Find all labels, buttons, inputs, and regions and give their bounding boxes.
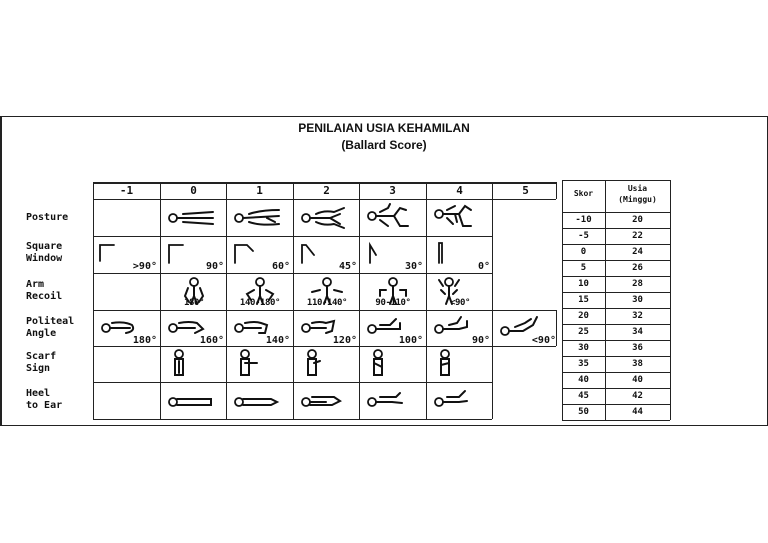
document-title: PENILAIAN USIA KEHAMILAN — [298, 121, 470, 135]
cell-posture-4 — [427, 200, 493, 236]
cell-value: 60° — [271, 261, 290, 272]
score-value: 40 — [578, 375, 589, 385]
age-weeks-value: 34 — [632, 327, 643, 337]
row-label-line-1: Posture — [26, 212, 69, 223]
age-weeks-value: 20 — [632, 215, 643, 225]
age-weeks-value: 30 — [632, 295, 643, 305]
cell-heel-3 — [360, 383, 426, 419]
cell-value: 120° — [332, 335, 357, 346]
header-skor: Skor — [573, 189, 594, 198]
cell-heel-0 — [161, 383, 227, 419]
cell-heel-1 — [227, 383, 293, 419]
row-label-posture — [26, 212, 96, 224]
cell-value: 90° — [205, 261, 224, 272]
cell-value: 180° — [132, 335, 157, 346]
figure-icon — [294, 200, 360, 236]
cell-heel-4 — [427, 383, 493, 419]
cell-value: 180° — [183, 298, 205, 308]
document-subtitle: (Ballard Score) — [341, 138, 427, 152]
cell-arm-3 — [360, 274, 426, 310]
row-label-line-1: Heel — [26, 388, 51, 399]
row-label-line-1: Scarf — [26, 351, 57, 362]
row-label-line-2: Angle — [26, 328, 57, 339]
cell-value: 90-110° — [375, 298, 411, 308]
score-header-0: 0 — [190, 184, 197, 197]
cell-scarf-0 — [161, 347, 227, 383]
cell-scarf-3 — [360, 347, 426, 383]
cell-square-3 — [360, 237, 426, 273]
row-label-line-1: Square — [26, 241, 63, 252]
cell-posture-0 — [161, 200, 227, 236]
cell-posture-3 — [360, 200, 426, 236]
score-value: 30 — [578, 343, 589, 353]
score-header--1: -1 — [119, 184, 134, 197]
score-value: -5 — [578, 231, 589, 241]
age-weeks-value: 24 — [632, 247, 643, 257]
score-value: 0 — [580, 247, 587, 257]
score-header-2: 2 — [323, 184, 330, 197]
table-line — [562, 180, 670, 181]
table-line — [562, 420, 670, 421]
figure-icon — [360, 383, 426, 419]
age-weeks-value: 22 — [632, 231, 643, 241]
age-weeks-value: 44 — [632, 407, 643, 417]
age-weeks-value: 36 — [632, 343, 643, 353]
figure-icon — [161, 200, 227, 236]
cell-square-2 — [294, 237, 360, 273]
frame-left-edge — [0, 117, 2, 425]
figure-icon — [427, 383, 493, 419]
age-weeks-value: 42 — [632, 391, 643, 401]
score-header-5: 5 — [522, 184, 529, 197]
score-value: -10 — [575, 215, 592, 225]
cell-poplit-1 — [227, 311, 293, 347]
header-minggu: (Minggu) — [618, 195, 657, 204]
score-value: 50 — [578, 407, 589, 417]
age-weeks-value: 40 — [632, 375, 643, 385]
cell-value: 110-140° — [306, 298, 348, 308]
cell-heel-2 — [294, 383, 360, 419]
figure-icon — [294, 383, 360, 419]
score-header-1: 1 — [256, 184, 263, 197]
row-label-line-1: Arm — [26, 279, 45, 290]
cell-poplit-3 — [360, 311, 426, 347]
score-header-4: 4 — [456, 184, 463, 197]
age-weeks-value: 38 — [632, 359, 643, 369]
cell-poplit-4 — [427, 311, 493, 347]
figure-icon — [227, 200, 293, 236]
cell-arm-2 — [294, 274, 360, 310]
cell-poplit--1 — [94, 311, 160, 347]
figure-icon — [161, 383, 227, 419]
cell-value: >90° — [132, 261, 157, 272]
row-label-line-2: to Ear — [26, 400, 63, 411]
figure-icon — [161, 347, 227, 383]
row-label-scarf — [26, 351, 96, 375]
grid-line — [93, 419, 492, 420]
cell-poplit-0 — [161, 311, 227, 347]
cell-value: 160° — [199, 335, 224, 346]
cell-square-1 — [227, 237, 293, 273]
cell-value: 0° — [477, 261, 490, 272]
row-label-line-1: Politeal — [26, 316, 75, 327]
row-label-line-2: Sign — [26, 363, 51, 374]
cell-arm--1 — [94, 274, 160, 310]
cell-arm-0 — [161, 274, 227, 310]
cell-value: 30° — [404, 261, 423, 272]
cell-value: 100° — [398, 335, 423, 346]
cell-value: 90° — [471, 335, 490, 346]
cell-value: 140° — [265, 335, 290, 346]
cell-square--1 — [94, 237, 160, 273]
cell-posture--1 — [94, 200, 160, 236]
cell-poplit-2 — [294, 311, 360, 347]
cell-heel--1 — [94, 383, 160, 419]
score-value: 15 — [578, 295, 589, 305]
cell-value: 140-180° — [239, 298, 281, 308]
score-value: 35 — [578, 359, 589, 369]
cell-poplit-5 — [493, 311, 559, 347]
cell-posture-1 — [227, 200, 293, 236]
figure-icon — [427, 347, 493, 383]
score-value: 5 — [580, 263, 587, 273]
table-line — [670, 180, 671, 420]
cell-scarf--1 — [94, 347, 160, 383]
cell-value: <90° — [531, 335, 556, 346]
age-weeks-value: 26 — [632, 263, 643, 273]
header-usia: Usia — [627, 184, 648, 193]
score-value: 10 — [578, 279, 589, 289]
figure-icon — [227, 347, 293, 383]
figure-icon — [360, 347, 426, 383]
score-value: 20 — [578, 311, 589, 321]
score-value: 25 — [578, 327, 589, 337]
figure-icon — [227, 383, 293, 419]
row-label-politeal — [26, 316, 96, 340]
cell-scarf-1 — [227, 347, 293, 383]
cell-value: 45° — [338, 261, 357, 272]
row-label-arm — [26, 279, 96, 303]
row-label-heel — [26, 388, 96, 412]
row-label-line-2: Window — [26, 253, 63, 264]
figure-icon — [294, 347, 360, 383]
score-header-3: 3 — [389, 184, 396, 197]
cell-square-4 — [427, 237, 493, 273]
cell-posture-2 — [294, 200, 360, 236]
row-label-line-2: Recoil — [26, 291, 63, 302]
age-weeks-value: 32 — [632, 311, 643, 321]
age-weeks-value: 28 — [632, 279, 643, 289]
score-value: 45 — [578, 391, 589, 401]
figure-icon — [360, 200, 426, 236]
cell-arm-4 — [427, 274, 493, 310]
figure-icon — [427, 200, 493, 236]
cell-scarf-2 — [294, 347, 360, 383]
row-label-square — [26, 241, 96, 265]
cell-square-0 — [161, 237, 227, 273]
cell-value: <90° — [449, 298, 471, 308]
cell-scarf-4 — [427, 347, 493, 383]
cell-arm-1 — [227, 274, 293, 310]
